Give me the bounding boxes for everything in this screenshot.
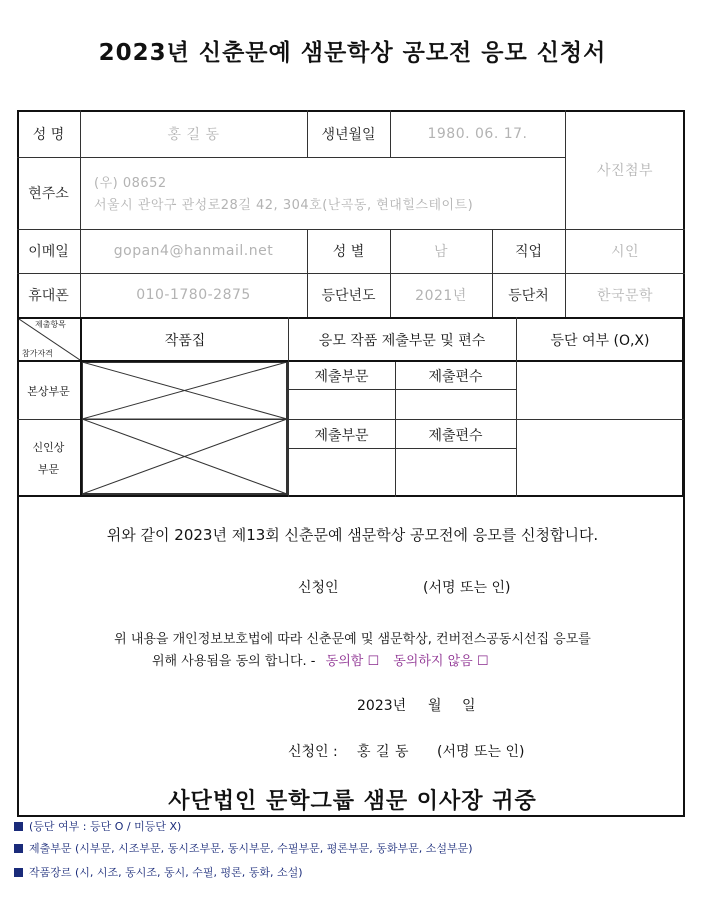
submit-count-label-1: 제출편수	[428, 368, 483, 385]
submit-section-label-2: 제출부문	[314, 427, 369, 444]
debut-place-label: 등단처	[508, 288, 549, 304]
bullet-square-icon	[14, 868, 23, 877]
corner-bottom-label: 참가자격	[22, 349, 53, 358]
date-year: 2023년	[357, 698, 407, 714]
addressee: 사단법인 문학그룹 샘문 이사장 귀중	[168, 789, 537, 814]
email-label: 이메일	[28, 244, 69, 260]
row-new-award	[17, 419, 80, 497]
applicant2-label: 신청인 :	[288, 744, 338, 760]
note-text: 작품장르 (시, 시조, 동시조, 동시, 수필, 평론, 동화, 소설)	[29, 866, 303, 879]
date-day: 일	[462, 698, 476, 714]
row-main-award: 본상부문	[27, 384, 70, 398]
bullet-square-icon	[14, 822, 23, 831]
note-debut	[14, 818, 181, 834]
col-section: 응모 작품 제출부문 및 편수	[318, 332, 486, 349]
collection-cross	[82, 362, 288, 495]
name-label: 성 명	[32, 126, 65, 143]
statement: 위와 같이 2023년 제13회 신춘문예 샘문학상 공모전에 응모를 신청합니다.	[106, 526, 599, 544]
gender-label: 성 별	[332, 244, 365, 260]
address-label: 현주소	[28, 186, 69, 202]
grid-line	[288, 389, 516, 390]
note-text: (등단 여부 : 등단 O / 미등단 X)	[29, 820, 182, 833]
note-sections	[14, 840, 473, 856]
phone-label: 휴대폰	[28, 288, 69, 304]
sign-hint: (서명 또는 인)	[423, 580, 511, 596]
agree-checkbox[interactable]: 동의함 ☐	[325, 654, 380, 669]
col-debut: 등단 여부 (O,X)	[550, 332, 650, 349]
birth-value[interactable]: 1980. 06. 17.	[427, 125, 528, 142]
debut-place-value[interactable]: 한국문학	[596, 288, 654, 304]
gender-value[interactable]: 남	[433, 244, 449, 260]
date-month: 월	[428, 698, 442, 714]
privacy-line-2	[152, 650, 489, 669]
disagree-checkbox[interactable]: 동의하지 않음 ☐	[393, 654, 489, 669]
form-title: 2023년 신춘문예 샘문학상 공모전 응모 신청서	[98, 40, 607, 66]
corner-top-label: 제출항목	[35, 320, 66, 329]
bullet-square-icon	[14, 844, 23, 853]
phone-value[interactable]: 010-1780-2875	[136, 287, 251, 303]
job-value[interactable]: 시인	[610, 244, 640, 260]
note-text: 제출부문 (시부문, 시조부문, 동시조부문, 동시부문, 수필부문, 평론부문, 동화부문, 소설부문)	[29, 842, 473, 855]
row-new-award-label-1: 신인상	[32, 441, 65, 454]
applicant-label: 신청인	[298, 580, 339, 596]
email-value[interactable]: gopan4@hanmail.net	[113, 243, 274, 259]
sign-hint-2: (서명 또는 인)	[437, 744, 525, 760]
name-value[interactable]: 홍 길 동	[167, 126, 220, 143]
debut-year-value[interactable]: 2021년	[415, 288, 467, 304]
grid-line	[17, 157, 565, 158]
note-genres	[14, 864, 303, 880]
address-line[interactable]: 서울시 관악구 관성로28길 42, 304호(난곡동, 현대힐스테이트)	[94, 198, 474, 213]
privacy-consent-text: 위해 사용됨을 동의 합니다. -	[152, 654, 316, 669]
submit-section-label-1: 제출부문	[314, 368, 369, 385]
debut-year-label: 등단년도	[321, 288, 376, 304]
address-postal[interactable]: (우) 08652	[94, 176, 167, 191]
applicant2-name[interactable]: 홍 길 동	[357, 744, 409, 760]
job-label: 직업	[514, 244, 543, 260]
privacy-line-1: 위 내용을 개인정보보호법에 따라 신춘문예 및 샘문학상, 컨버전스공동시선집 응모를	[114, 632, 591, 647]
row-new-award-label-2: 부문	[37, 463, 60, 476]
submit-count-label-2: 제출편수	[428, 427, 483, 444]
grid-line	[288, 448, 516, 449]
birth-label: 생년월일	[321, 126, 376, 143]
col-collection: 작품집	[164, 332, 206, 349]
photo-placeholder[interactable]: 사진첨부	[596, 163, 654, 179]
